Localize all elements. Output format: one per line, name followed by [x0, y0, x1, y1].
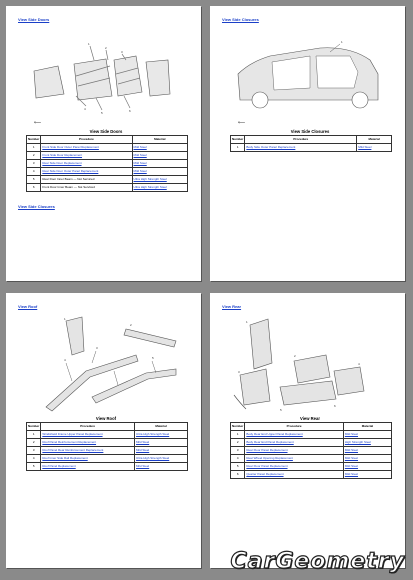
procedure-link[interactable]: Quarter Panel Replacement: [246, 471, 284, 476]
back-arrow-icon[interactable]: ⟵: [238, 120, 246, 126]
column-procedure: Procedure: [245, 136, 357, 144]
table-row: 5 Roof Panel Replacement Mild Steel: [27, 463, 188, 471]
column-procedure: Procedure: [41, 423, 135, 431]
material-link[interactable]: Mild Steel: [344, 455, 359, 460]
svg-text:2: 2: [130, 323, 132, 327]
procedure-link[interactable]: Roof Inner Side Rail Replacement: [42, 455, 88, 460]
table-row: 3 Rear Side Door Replacement Mild Steel: [27, 160, 188, 168]
procedure-table: [230, 422, 392, 479]
table-row: 4 Rear Side Door Outer Panel Replacement Mild Steel: [27, 168, 188, 176]
material-link[interactable]: Ultra High Strength Steel: [136, 455, 170, 460]
svg-text:1: 1: [246, 320, 248, 324]
table-title: View Side Closures: [290, 129, 330, 134]
roof-diagram: [6, 311, 201, 421]
table-row: 6 Quarter Panel Replacement Mild Steel: [231, 471, 392, 479]
table-title: View Rear: [300, 416, 320, 421]
page-roof: [6, 293, 201, 568]
material-link[interactable]: Mild Steel: [136, 439, 150, 444]
procedure-table: [26, 135, 188, 192]
page-title[interactable]: View Side Doors: [18, 17, 50, 22]
material-link[interactable]: Mild Steel: [344, 431, 359, 436]
svg-text:6: 6: [334, 404, 336, 408]
rear-diagram: [210, 311, 405, 421]
procedure-link[interactable]: Rear Wheel Opening Replacement: [246, 455, 293, 460]
svg-text:2: 2: [294, 354, 296, 358]
table-row: 1 Windshield Frame Upper Panel Replacement Ultra High Strength Steel: [27, 431, 188, 439]
table-row: 3 Rear Floor Panel Replacement Mild Steel: [231, 447, 392, 455]
page-title[interactable]: View Side Closures: [222, 17, 259, 22]
table-row: 5 Rear Floor Panel Replacement Mild Steel: [231, 463, 392, 471]
svg-text:1: 1: [88, 42, 90, 46]
svg-text:2: 2: [105, 46, 107, 50]
table-row: 2 Front Side Door Replacement Mild Steel: [27, 152, 188, 160]
page-side-closures: [210, 6, 405, 281]
table-row: 6 Front Door Inner Beam — Not Serviced Ultra High Strength Steel: [27, 184, 188, 192]
svg-text:1: 1: [341, 40, 343, 44]
column-material: Material: [343, 423, 391, 431]
material-link[interactable]: Mild Steel: [358, 144, 372, 149]
table-row: 1 Body Rear End Upper Panel Replacement Mild Steel: [231, 431, 392, 439]
svg-text:1: 1: [64, 317, 66, 321]
column-material: Material: [357, 136, 392, 144]
table-row: 4 Roof Inner Side Rail Replacement Ultra High Strength Steel: [27, 455, 188, 463]
column-number: Number: [27, 136, 41, 144]
column-material: Material: [132, 136, 187, 144]
svg-text:5: 5: [280, 408, 282, 412]
procedure-link[interactable]: Rear Side Door Outer Panel Replacement: [42, 168, 99, 173]
procedure-table: [26, 422, 188, 471]
material-link[interactable]: Mild Steel: [133, 160, 147, 165]
table-row: 1 Front Side Door Outer Panel Replacement Mild Steel: [27, 144, 188, 152]
svg-text:3: 3: [96, 346, 98, 350]
table-row: 2 Body Rear End Panel Replacement High Strength Steel: [231, 439, 392, 447]
svg-text:3: 3: [238, 370, 240, 374]
table-row: 5 Rear Door Inner Beam — Not Serviced Ultra High Strength Steel: [27, 176, 188, 184]
column-material: Material: [135, 423, 188, 431]
watermark-logo: CarGeometry: [230, 549, 405, 574]
material-link[interactable]: Mild Steel: [136, 447, 150, 452]
svg-text:6: 6: [129, 109, 131, 113]
procedure-link[interactable]: Front Side Door Replacement: [42, 152, 83, 157]
procedure-link[interactable]: Front Side Door Outer Panel Replacement: [42, 144, 99, 149]
material-link[interactable]: Ultra High Strength Steel: [133, 176, 167, 181]
procedure-link[interactable]: Body Side Outer Panel Replacement: [246, 144, 296, 149]
procedure-text: Front Door Inner Beam — Not Serviced: [41, 184, 132, 192]
next-section-link[interactable]: View Side Closures: [18, 204, 55, 209]
column-procedure: Procedure: [245, 423, 344, 431]
table-row: 3 Roof Panel Rear Reinforcement Replacement Mild Steel: [27, 447, 188, 455]
svg-text:4: 4: [358, 362, 360, 366]
column-number: Number: [231, 136, 245, 144]
procedure-table: [230, 135, 392, 152]
table-row: 2 Roof Panel Reinforcement Replacement Mild Steel: [27, 439, 188, 447]
column-number: Number: [231, 423, 245, 431]
page-title[interactable]: View Rear: [222, 304, 242, 309]
table-title: View Roof: [95, 416, 117, 421]
procedure-link[interactable]: Body Rear End Panel Replacement: [246, 439, 294, 444]
table-row: 4 Rear Wheel Opening Replacement Mild Steel: [231, 455, 392, 463]
page-rear: [210, 293, 405, 568]
table-title: View Side Doors: [89, 129, 123, 134]
page-side-doors: [6, 6, 201, 281]
material-link[interactable]: Ultra High Strength Steel: [133, 184, 167, 189]
page-title[interactable]: View Roof: [18, 304, 38, 309]
material-link[interactable]: Mild Steel: [133, 168, 147, 173]
table-row: 1 Body Side Outer Panel Replacement Mild Steel: [231, 144, 392, 152]
procedure-link[interactable]: Roof Panel Replacement: [42, 463, 76, 468]
material-link[interactable]: Mild Steel: [133, 144, 147, 149]
material-link[interactable]: Mild Steel: [344, 447, 359, 452]
column-number: Number: [27, 423, 41, 431]
column-procedure: Procedure: [41, 136, 132, 144]
material-link[interactable]: Mild Steel: [136, 463, 150, 468]
procedure-link[interactable]: Rear Side Door Replacement: [42, 160, 82, 165]
material-link[interactable]: Mild Steel: [344, 463, 359, 468]
procedure-link[interactable]: Roof Panel Reinforcement Replacement: [42, 439, 97, 444]
procedure-link[interactable]: Roof Panel Rear Reinforcement Replacement: [42, 447, 104, 452]
procedure-link[interactable]: Rear Floor Panel Replacement: [246, 447, 288, 452]
procedure-text: Rear Door Inner Beam — Not Serviced: [41, 176, 132, 184]
svg-text:5: 5: [101, 111, 103, 115]
material-link[interactable]: Mild Steel: [133, 152, 147, 157]
svg-text:4: 4: [84, 107, 86, 111]
procedure-link[interactable]: Body Rear End Upper Panel Replacement: [246, 431, 303, 436]
procedure-link[interactable]: Rear Floor Panel Replacement: [246, 463, 288, 468]
material-link[interactable]: Mild Steel: [344, 471, 359, 476]
material-link[interactable]: High Strength Steel: [344, 439, 371, 444]
material-link[interactable]: Ultra High Strength Steel: [136, 431, 170, 436]
back-arrow-icon[interactable]: ⟵: [34, 120, 42, 126]
procedure-link[interactable]: Windshield Frame Upper Panel Replacement: [42, 431, 103, 436]
svg-text:4: 4: [64, 358, 66, 362]
svg-text:5: 5: [152, 356, 154, 360]
svg-text:3: 3: [121, 50, 123, 54]
